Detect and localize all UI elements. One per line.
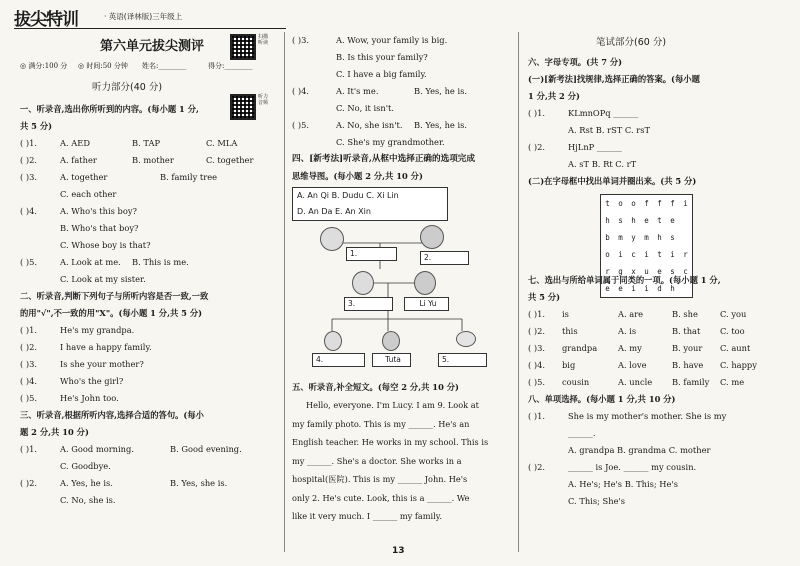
option-a[interactable]: A. It's me. — [336, 86, 379, 96]
option-b[interactable]: B. she — [672, 309, 698, 319]
header — [0, 0, 800, 30]
column-3 — [528, 32, 790, 510]
question-row — [20, 492, 280, 509]
given-word: this — [562, 326, 578, 336]
question-row — [20, 186, 280, 203]
section-heading: 二、听录音,判断下列句子与所听内容是否一致,一致 — [20, 291, 209, 301]
option-a[interactable]: A. No, she isn't. — [336, 120, 403, 130]
grid-cell[interactable]: r — [605, 267, 610, 276]
question-row — [20, 169, 280, 186]
section-heading: (二)在字母框中找出单词并圈出来。(共 5 分) — [528, 176, 697, 186]
score-field[interactable]: 得分:________ — [208, 62, 253, 70]
given-word: big — [562, 360, 576, 370]
answer-blank[interactable]: ( )4. — [292, 86, 310, 96]
grid-row — [601, 246, 693, 263]
question-row — [528, 476, 790, 493]
grid-cell[interactable]: s — [670, 267, 675, 276]
child-boy-picture — [382, 331, 400, 351]
question-text: A. grandpa B. grandma C. mother — [568, 445, 711, 455]
letter-sequence: HjLnP ______ — [568, 142, 622, 152]
mother-picture — [414, 271, 436, 295]
grid-cell[interactable]: t — [657, 216, 662, 225]
grid-cell[interactable]: e — [644, 216, 649, 225]
grid-cell[interactable]: h — [631, 216, 636, 225]
grid-cell[interactable]: i — [644, 250, 649, 259]
options-line: D. An Da E. An Xin — [297, 207, 371, 216]
answer-blank[interactable]: ( )1. — [20, 138, 38, 148]
section-heading: 1 分,共 2 分) — [528, 91, 580, 101]
answer-box-3[interactable]: 3. — [344, 297, 393, 311]
answer-blank[interactable]: ( )5. — [528, 377, 546, 387]
answer-blank[interactable]: ( )1. — [20, 325, 38, 335]
option-b[interactable]: B. that — [672, 326, 701, 336]
header-rule — [14, 28, 286, 29]
option-b[interactable]: B. mother — [132, 155, 174, 165]
grid-cell[interactable]: o — [618, 199, 623, 208]
question-row — [20, 322, 280, 339]
passage-line: hospital(医院). This is my ______ John. He's — [292, 474, 468, 484]
section-heading: 八、单项选择。(每小题 1 分,共 10 分) — [528, 394, 676, 404]
question-row — [528, 323, 790, 340]
page-number: 13 — [392, 546, 405, 556]
grid-cell[interactable]: h — [670, 284, 675, 293]
option-c[interactable]: C. me — [720, 377, 745, 387]
question-row — [292, 83, 514, 100]
letter-sequence: KLmnOPq ______ — [568, 108, 639, 118]
qr-code[interactable] — [230, 34, 256, 60]
passage-line: Hello, everyone. I'm Lucy. I am 9. Look at — [306, 400, 479, 410]
given-word: cousin — [562, 377, 590, 387]
answer-blank[interactable]: ( )2. — [528, 142, 546, 152]
question-row — [528, 425, 790, 442]
meta-score: ◎ 满分:100 分 — [20, 62, 68, 70]
grid-cell[interactable]: m — [644, 233, 649, 242]
statement-text: He's John too. — [60, 393, 119, 403]
grid-row — [601, 195, 693, 213]
option-a[interactable]: A. AED — [60, 138, 90, 148]
option-a[interactable]: A. is — [618, 326, 637, 336]
question-row — [20, 441, 280, 458]
grandpa-picture — [320, 227, 344, 251]
passage-line: like it very much. I ______ my family. — [292, 511, 442, 521]
passage-line: my ______. She's a doctor. She works in a — [292, 455, 462, 466]
answer-box-1[interactable]: 1. — [346, 247, 397, 261]
option-b[interactable]: B. Yes, he is. — [414, 86, 468, 96]
question-row — [528, 493, 790, 510]
options-box — [292, 187, 448, 221]
section-heading: 共 5 分) — [528, 292, 561, 302]
grid-cell[interactable]: d — [657, 284, 662, 293]
option-a[interactable]: C. I have a big family. — [336, 69, 427, 79]
statement-text: I have a happy family. — [60, 342, 152, 352]
grid-cell[interactable]: o — [605, 250, 610, 259]
question-row — [292, 66, 514, 83]
question-row — [528, 357, 790, 374]
option-b[interactable]: B. have — [672, 360, 704, 370]
family-tree — [292, 221, 514, 379]
question-row — [20, 254, 280, 271]
option-a[interactable]: B. Is this your family? — [336, 52, 428, 62]
grid-cell[interactable]: i — [618, 250, 623, 259]
option-a[interactable]: A. together — [60, 172, 108, 182]
section-heading: 题 2 分,共 10 分) — [20, 427, 89, 437]
answer-blank[interactable]: ( )3. — [292, 35, 310, 45]
answer-blank[interactable]: ( )4. — [528, 360, 546, 370]
grid-cell[interactable]: c — [631, 250, 636, 259]
answer-box-2[interactable]: 2. — [420, 251, 469, 265]
question-row — [528, 408, 790, 425]
answer-blank[interactable]: ( )2. — [20, 478, 38, 488]
statement-text: Who's the girl? — [60, 376, 124, 386]
label-tuta: Tuta — [372, 353, 411, 367]
father-picture — [352, 271, 374, 295]
grid-cell[interactable]: i — [644, 284, 649, 293]
section-heading: 五、听录音,补全短文。(每空 2 分,共 10 分) — [292, 382, 459, 392]
grid-row — [601, 212, 693, 229]
grid-cell[interactable]: c — [683, 267, 688, 276]
grid-cell[interactable]: s — [618, 216, 623, 225]
option-c[interactable]: C. too — [720, 326, 745, 336]
answer-blank[interactable]: ( )3. — [20, 172, 38, 182]
answer-blank[interactable]: ( )1. — [528, 411, 546, 421]
question-row — [528, 340, 790, 357]
qr-label: 扫描听读 — [258, 34, 269, 46]
option-c[interactable]: C. MLA — [206, 138, 238, 148]
question-row — [528, 374, 790, 391]
answer-blank[interactable]: ( )2. — [528, 462, 546, 472]
option-a[interactable]: A. Look at me. — [60, 257, 121, 267]
option-b[interactable]: B. TAP — [132, 138, 161, 148]
answer-blank[interactable]: ( )2. — [20, 342, 38, 352]
written-title: 笔试部分(60 分) — [596, 37, 667, 48]
option-b[interactable]: B. Yes, he is. — [414, 120, 468, 130]
question-text: She is my mother's mother. She is my — [568, 411, 727, 421]
option-a[interactable]: C. each other — [60, 189, 117, 199]
option-a[interactable]: C. No, she is. — [60, 495, 116, 505]
option-a[interactable]: A. Yes, he is. — [60, 478, 113, 488]
dog-picture — [456, 331, 476, 347]
grid-cell[interactable]: t — [605, 199, 610, 208]
answer-blank[interactable]: ( )3. — [20, 359, 38, 369]
column-1 — [20, 32, 280, 509]
option-a[interactable]: A. uncle — [618, 377, 653, 387]
section-heading: 七、选出与所给单词属于同类的一项。(每小题 1 分, — [528, 275, 721, 285]
question-row — [20, 237, 280, 254]
grid-cell[interactable]: g — [618, 267, 623, 276]
answer-blank[interactable]: ( )5. — [292, 120, 310, 130]
question-row — [292, 100, 514, 117]
answer-blank[interactable]: ( )5. — [20, 257, 38, 267]
name-field[interactable]: 姓名:________ — [142, 62, 187, 70]
grid-cell[interactable]: f — [670, 199, 675, 208]
passage-line: only 2. He's cute. Look, this is a ______. We — [292, 492, 470, 503]
option-a[interactable]: A. love — [618, 360, 647, 370]
option-b[interactable]: B. This is me. — [132, 257, 189, 267]
option-c[interactable]: C. you — [720, 309, 747, 319]
grid-cell[interactable]: m — [618, 233, 623, 242]
column-2 — [292, 32, 514, 526]
answer-blank[interactable]: ( )2. — [20, 155, 38, 165]
grid-cell[interactable]: s — [670, 233, 675, 242]
test-title: 第六单元拔尖测评 — [100, 39, 205, 54]
subject-label: · 英语(译林版)三年级上 — [104, 12, 183, 21]
option-a[interactable]: C. Goodbye. — [60, 461, 111, 471]
grid-cell[interactable]: i — [631, 284, 636, 293]
grid-cell[interactable]: r — [683, 250, 688, 259]
question-row — [292, 117, 514, 134]
grid-cell[interactable]: h — [605, 216, 610, 225]
option-c[interactable]: C. happy — [720, 360, 757, 370]
question-row — [528, 122, 790, 139]
grid-cell[interactable]: t — [657, 250, 662, 259]
answer-blank[interactable]: ( )3. — [528, 343, 546, 353]
answer-blank[interactable]: ( )2. — [528, 326, 546, 336]
section-heading: 思维导图。(每小题 2 分,共 10 分) — [292, 171, 423, 181]
question-row — [292, 32, 514, 49]
label-li-yu: Li Yu — [404, 297, 449, 311]
option-c[interactable]: C. together — [206, 155, 254, 165]
grid-cell[interactable]: x — [631, 267, 636, 276]
section-heading: 四、[新考法]听录音,从框中选择正确的选项完成 — [292, 154, 475, 164]
question-text: ______. — [568, 428, 596, 438]
given-word: is — [562, 309, 569, 319]
question-row — [20, 356, 280, 373]
grid-cell[interactable]: b — [605, 233, 610, 242]
option-a[interactable]: C. Whose boy is that? — [60, 240, 151, 250]
section-heading: (一)[新考法]找规律,选择正确的答案。(每小题 — [528, 74, 700, 84]
section-heading: 六、字母专项。(共 7 分) — [528, 57, 623, 67]
listening-title: 听力部分(40 分) — [92, 82, 163, 93]
answer-blank[interactable]: ( )1. — [528, 108, 546, 118]
grandma-picture — [420, 225, 444, 249]
statement-text: Is she your mother? — [60, 359, 144, 369]
question-row — [528, 139, 790, 156]
passage-line: my family photo. This is my ______. He's an — [292, 418, 470, 429]
answer-blank[interactable]: ( )1. — [528, 309, 546, 319]
child-girl-picture — [324, 331, 342, 351]
question-row — [20, 152, 280, 169]
question-row — [292, 134, 514, 151]
grid-cell[interactable]: i — [683, 199, 688, 208]
answer-box-5[interactable]: 5. — [438, 353, 487, 367]
option-b[interactable]: B. your — [672, 343, 703, 353]
option-a[interactable]: A. Who's this boy? — [60, 206, 137, 216]
question-row — [20, 373, 280, 390]
column-divider — [284, 32, 285, 552]
question-row — [20, 475, 280, 492]
answer-box-4[interactable]: 4. — [312, 353, 365, 367]
question-row — [528, 442, 790, 459]
option-a[interactable]: C. No, it isn't. — [336, 103, 394, 113]
answer-blank[interactable]: ( )1. — [20, 444, 38, 454]
grid-cell[interactable]: e — [657, 267, 662, 276]
question-row — [528, 459, 790, 476]
question-row — [20, 220, 280, 237]
grid-cell[interactable]: u — [644, 267, 649, 276]
option-b[interactable]: B. Yes, she is. — [170, 478, 228, 488]
answer-blank[interactable]: ( )5. — [20, 393, 38, 403]
section-heading: 共 5 分) — [20, 121, 53, 131]
grid-cell[interactable]: o — [631, 199, 636, 208]
option-b[interactable]: B. Good evening. — [170, 444, 242, 454]
given-word: grandpa — [562, 343, 598, 353]
grid-cell[interactable]: f — [657, 199, 662, 208]
grid-cell[interactable]: e — [605, 284, 610, 293]
question-row — [20, 390, 280, 407]
question-row — [20, 203, 280, 220]
options-line[interactable]: A. sT B. Rt C. rT — [568, 159, 637, 169]
question-text: C. This; She's — [568, 496, 626, 506]
question-row — [528, 105, 790, 122]
answer-blank[interactable]: ( )4. — [20, 206, 38, 216]
section-heading: 一、听录音,选出你所听到的内容。(每小题 1 分, — [20, 104, 199, 114]
question-row — [528, 156, 790, 173]
grid-cell[interactable]: f — [644, 199, 649, 208]
question-row — [20, 135, 280, 152]
section-heading: 三、听录音,根据所听内容,选择合适的答句。(每小 — [20, 410, 204, 420]
option-a[interactable]: C. Look at my sister. — [60, 274, 146, 284]
question-text: A. He's; He's B. This; He's — [568, 479, 678, 489]
question-row — [20, 271, 280, 288]
meta-time: ◎ 时间:50 分钟 — [78, 62, 128, 70]
grid-cell[interactable]: h — [657, 233, 662, 242]
grid-cell[interactable]: e — [618, 284, 623, 293]
answer-blank[interactable]: ( )4. — [20, 376, 38, 386]
question-row — [20, 458, 280, 475]
question-row — [528, 306, 790, 323]
option-b[interactable]: B. family tree — [160, 172, 218, 182]
question-text: ______ is Joe. ______ my cousin. — [568, 462, 697, 472]
option-a[interactable]: A. Good morning. — [60, 444, 134, 454]
grid-cell[interactable]: e — [670, 216, 675, 225]
question-row — [20, 339, 280, 356]
option-a[interactable]: A. Wow, your family is big. — [336, 35, 448, 45]
column-divider — [518, 32, 519, 552]
option-a[interactable]: A. are — [618, 309, 644, 319]
option-a[interactable]: B. Who's that boy? — [60, 223, 139, 233]
options-line: A. An Qi B. Dudu C. Xi Lin — [297, 191, 399, 200]
qr-label: 听力音频 — [258, 94, 269, 106]
brand-logo: 拔尖特训 — [14, 10, 78, 30]
grid-cell[interactable]: i — [670, 250, 675, 259]
option-a[interactable]: C. She's my grandmother. — [336, 137, 445, 147]
option-a[interactable]: A. my — [618, 343, 642, 353]
option-a[interactable]: A. father — [60, 155, 97, 165]
passage-line: English teacher. He works in my school. This is — [292, 437, 489, 447]
grid-row — [601, 229, 693, 246]
option-b[interactable]: B. family — [672, 377, 710, 387]
statement-text: He's my grandpa. — [60, 325, 135, 335]
option-c[interactable]: C. aunt — [720, 343, 751, 353]
grid-cell[interactable]: y — [631, 233, 636, 242]
question-row — [292, 49, 514, 66]
section-heading: 的用"√",不一致的用"X"。(每小题 1 分,共 5 分) — [20, 308, 203, 318]
options-line[interactable]: A. Rst B. rST C. rsT — [568, 125, 651, 135]
